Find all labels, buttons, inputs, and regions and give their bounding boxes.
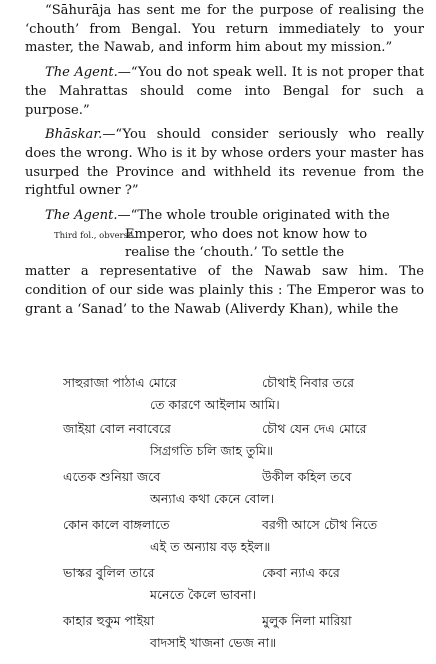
speaker-label: Bhāskar. [45,127,103,143]
paragraph-3 [0,126,436,201]
paragraph-text: —“You should consider seriously who really does the wrong. Who is it by whose orders your master has usurped the Province and withheld its revenue from the rightful owner ?” [25,127,424,199]
verse-line-left: সাহুরাজা পাঠাএ মোরে [63,375,177,390]
english-translation [0,2,436,319]
margin-note: Third fol., obverse. [54,231,136,242]
verse-line-right: মুলুক নিলা মারিয়া [262,613,352,628]
verse-line-right: চৌথ যেন দেএ মোরে [262,421,367,436]
paragraph-1 [0,2,436,58]
verse-line-center: অন্যাএ কথা কেনে বোল। [150,491,275,506]
verse-line-center: এই ত অন্যায় বড় হইল॥ [150,539,271,554]
speaker-label: The Agent. [45,65,118,81]
verse-line-left: কোন কালে বাঙ্গলাতে [63,517,170,532]
verse-line-center: বাদসাই খাজনা ভেজ না॥ [150,635,277,650]
verse-line-left: জাইয়া বোল নবাবেরে [63,421,171,436]
verse-line-center: মনেতে কৈলে ভাবনা। [150,587,257,602]
verse-line-center: তে কারণে আইলাম আমি। [150,397,280,412]
paragraph-text: —“The whole trouble originated with the [117,208,390,224]
verse-line-right: উকীল কহিল তবে [262,469,352,484]
verse-line-left: এতেক শুনিয়া জবে [63,469,161,484]
paragraph-text: “Sāhurāja has sent me for the purpose of realising the ‘chouth’ from Bengal. You return immediately to your master, the Nawab, and inform him about my mission.” [25,3,424,56]
verse-line-right: কেবা ন্যাএ করে [262,565,340,580]
paragraph-text: realise the ‘chouth.’ To settle the [125,245,345,261]
paragraph-4 [0,207,436,319]
paragraph-text: matter a representative of the Nawab saw him. The condition of our side was plainly this : The Emperor was to grant a ‘Sanad’ to the Nawab (Aliverdy Khan), while the [25,264,424,317]
paragraph-4-line-1 [0,207,436,226]
verse-line-center: সিগ্রগতি চলি জাহ তুমি॥ [150,443,274,458]
verse-line-left: ভাস্কর বুলিল তারে [63,565,155,580]
paragraph-text: Emperor, who does not know how to [125,226,368,242]
verse-line-right: বরগী আসে চৌথ নিতে [262,517,378,532]
paragraph-text: —“You do not speak well. It is not proper that the Mahrattas should come into Bengal for such a purpose.” [25,65,424,118]
verse-line-right: চৌথাই নিবার তরে [262,375,355,390]
verse-line-left: কাহার হুকুম পাইয়া [63,613,155,628]
paragraph-4-line-3 [0,244,436,263]
paragraph-4-rest [0,263,436,319]
paragraph-2 [0,64,436,120]
speaker-label: The Agent. [45,208,118,224]
